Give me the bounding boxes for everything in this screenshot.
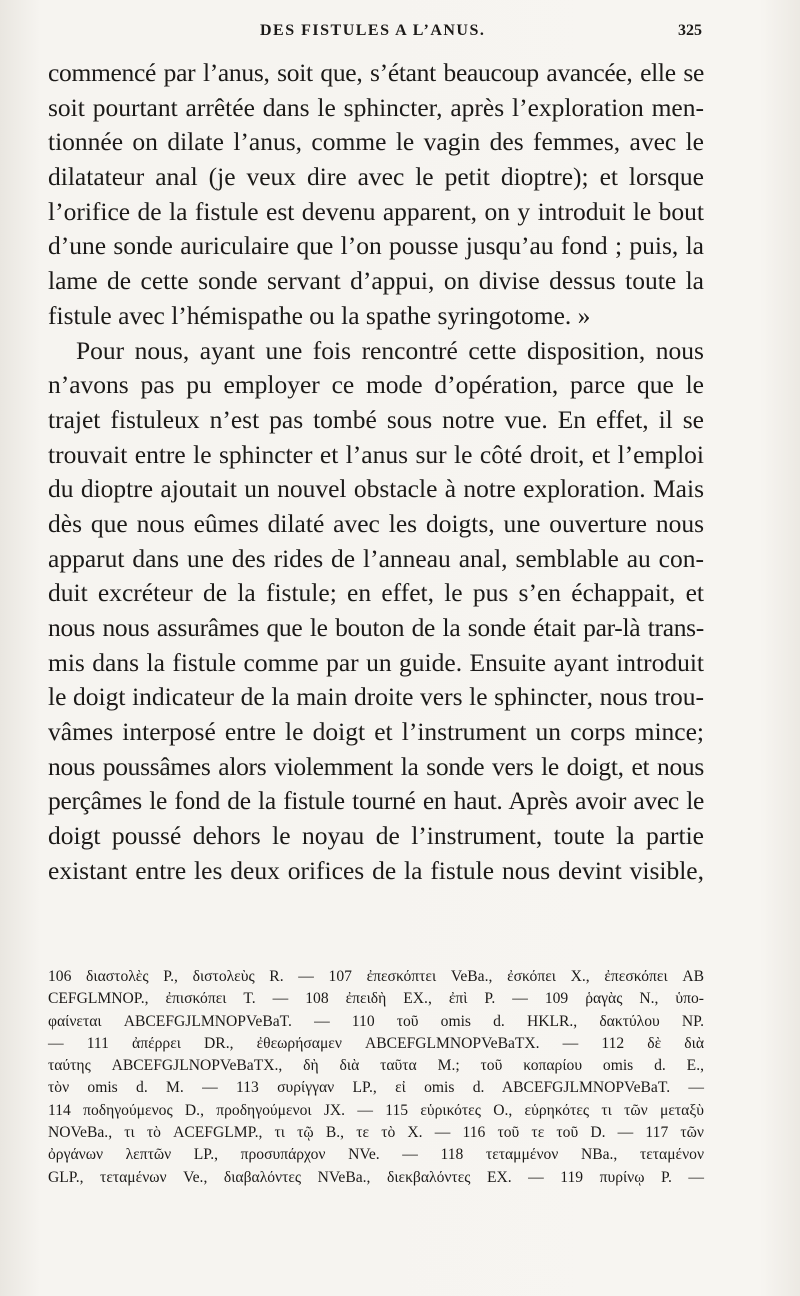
text-line: apparut dans une des rides de l’anneau anal, semblable au con- xyxy=(48,543,704,573)
running-header xyxy=(0,22,800,46)
text-line: dilatateur anal (je veux dire avec le petit dioptre); et lorsque xyxy=(48,162,704,192)
text-line: trajet fistuleux n’est pas tombé sous notre vue. En effet, il se xyxy=(48,404,704,434)
footnote-line: ταύτης ABCEFGJLNOPVeBaTX., δὴ διὰ ταῦτα M.; τοῦ κοπαρίου omis d. E., xyxy=(48,1057,704,1075)
footnotes xyxy=(48,966,704,1189)
text-line: dès que nous eûmes dilaté avec les doigts, une ouverture nous xyxy=(48,508,704,538)
text-line: Pour nous, ayant une fois rencontré cette disposition, nous xyxy=(76,335,704,365)
text-line: nous nous assurâmes que le bouton de la sonde était par-là trans- xyxy=(48,613,704,642)
text-line: doigt poussé dehors le noyau de l’instrument, toute la partie xyxy=(48,821,704,851)
text-line: n’avons pas pu employer ce mode d’opération, parce que le xyxy=(48,370,704,400)
text-line: le doigt indicateur de la main droite vers le sphincter, nous trou- xyxy=(48,682,704,712)
text-line: mis dans la fistule comme par un guide. Ensuite ayant introduit xyxy=(48,647,704,677)
footnote-line: φαίνεται ABCEFGJLMNOPVeBaT. — 110 τοῦ omis d. HKLR., δακτύλου NP. xyxy=(48,1012,704,1030)
footnote-line: GLP., τεταμένων Ve., διαβαλόντες NVeBa., διεκβαλόντες EX. — 119 πυρίνῳ P. — xyxy=(48,1168,704,1186)
page-number: 325 xyxy=(678,22,702,39)
text-line: l’orifice de la fistule est devenu apparent, on y introduit le bout xyxy=(48,196,704,226)
text-line: fistule avec l’hémispathe ou la spathe syringotome. » xyxy=(48,300,591,330)
text-line: vâmes interposé entre le doigt et l’instrument un corps mince; xyxy=(48,717,704,747)
text-line: soit pourtant arrêtée dans le sphincter, après l’exploration men- xyxy=(48,92,704,122)
text-line: lame de cette sonde servant d’appui, on divise dessus toute la xyxy=(48,266,704,296)
text-line: duit excréteur de la fistule; en effet, le pus s’en échappait, et xyxy=(48,578,704,608)
footnote-line: NOVeBa., τι τὸ ACEFGLMP., τι τῷ B., τε τὸ X. — 116 τοῦ τε τοῦ D. — 117 τῶν xyxy=(48,1124,704,1142)
text-line: perçâmes le fond de la fistule tourné en haut. Après avoir avec le xyxy=(48,786,704,816)
text-line: trouvait entre le sphincter et l’anus sur le côté droit, et l’emploi xyxy=(48,439,704,469)
text-line: du dioptre ajoutait un nouvel obstacle à notre exploration. Mais xyxy=(48,474,704,504)
text-line: existant entre les deux orifices de la fistule nous devint visible, xyxy=(48,855,704,885)
text-line: d’une sonde auriculaire que l’on pousse jusqu’au fond ; puis, la xyxy=(48,231,704,261)
footnote-line: 106 διαστολὲς P., διστολεὺς R. — 107 ἐπεσκόπτει VeBa., ἐσκόπει X., ἐπεσκόπει AB xyxy=(48,968,704,985)
footnote-line: CEFGLMNOP., ἐπισκόπει T. — 108 ἐπειδὴ EX., ἐπὶ P. — 109 ῥαγὰς N., ὑπο- xyxy=(48,990,704,1008)
text-line: tionnée on dilate l’anus, comme le vagin des femmes, avec le xyxy=(48,127,704,157)
text-line: commencé par l’anus, soit que, s’étant beaucoup avancée, elle se xyxy=(48,58,704,87)
footnote-line: 114 ποδηγούμενος D., προδηγούμενοι JX. — 115 εὑρικότες O., εὑρηκότες τι τῶν μεταξὺ xyxy=(48,1101,704,1119)
footnote-line: ὀργάνων λεπτῶν LP., προσυπάρχον NVe. — 118 τεταμμένον NBa., τεταμένον xyxy=(48,1146,704,1164)
footnote-line: τὸν omis d. M. — 113 συρίγγαν LP., εἰ omis d. ABCEFGJLMNOPVeBaT. — xyxy=(48,1079,704,1097)
text-line: nous poussâmes alors violemment la sonde vers le doigt, et nous xyxy=(48,751,704,781)
running-title: DES FISTULES A L’ANUS. xyxy=(260,22,486,39)
footnote-line: — 111 ἀπέρρει DR., ἐθεωρήσαμεν ABCEFGLMNOPVeBaTX. — 112 δὲ διὰ xyxy=(48,1034,704,1052)
main-text xyxy=(48,56,704,889)
